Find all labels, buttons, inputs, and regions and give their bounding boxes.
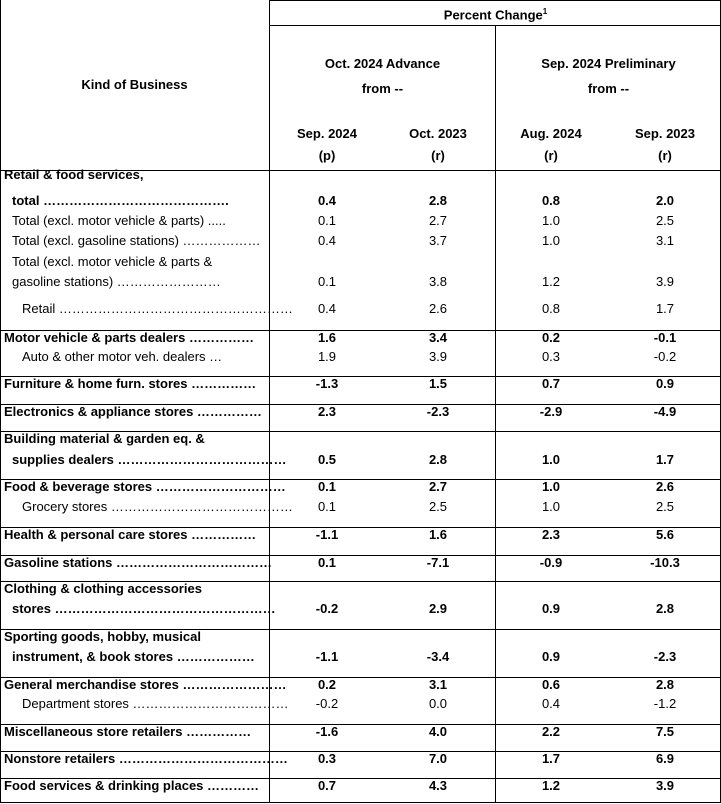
value-cell: 3.1 [428, 677, 448, 692]
row-leader: …………………………………………… [51, 601, 276, 616]
row-label: Gasoline stations ……………………………… [4, 555, 272, 570]
value-cell: -1.3 [315, 376, 339, 391]
row-label: supplies dealers ………………………………… [12, 452, 287, 467]
row-leader: …………………… [178, 677, 287, 692]
row-leader: …………… [187, 376, 257, 391]
percent-change-heading: Percent Change$^1$ [443, 7, 548, 23]
value-cell: 2.5 [655, 499, 675, 514]
value-cell: 1.0 [541, 213, 561, 228]
row-label: Furniture & home furn. stores …………… [4, 376, 257, 391]
value-cell: 3.1 [655, 233, 675, 248]
row-label: Nonstore retailers ………………………………… [4, 751, 288, 766]
value-cell: 2.8 [428, 452, 448, 467]
row-leader: ………………………………… [113, 452, 287, 467]
row-label: Total (excl. motor vehicle & parts) ..... [12, 213, 226, 228]
value-cell: 0.1 [317, 274, 337, 289]
value-cell: -3.4 [426, 649, 450, 664]
value-cell: 0.3 [541, 349, 561, 364]
col-header-3-line1: Aug. 2024 [520, 126, 582, 141]
row-label: stores …………………………………………… [12, 601, 276, 616]
row-label: Building material & garden eq. & [4, 431, 205, 446]
value-cell: 0.4 [317, 193, 337, 208]
value-cell: 2.9 [428, 601, 448, 616]
value-cell: -7.1 [426, 555, 450, 570]
row-leader: …………………… [113, 274, 221, 289]
row-label: total ……………………………………. [12, 193, 229, 208]
value-cell: 3.7 [428, 233, 448, 248]
row-label: Food & beverage stores ………………………… [4, 479, 286, 494]
value-cell: 2.0 [655, 193, 675, 208]
value-cell: 0.9 [541, 649, 561, 664]
value-cell: 1.0 [541, 233, 561, 248]
row-label: General merchandise stores …………………… [4, 677, 287, 692]
value-cell: 1.7 [655, 301, 675, 316]
row-label: Sporting goods, hobby, musical [4, 629, 201, 644]
row-leader: ……………………………… [128, 696, 289, 711]
value-cell: 4.0 [428, 724, 448, 739]
value-cell: 2.8 [655, 677, 675, 692]
value-cell: 7.5 [655, 724, 675, 739]
col-header-1-line1: Sep. 2024 [297, 126, 357, 141]
value-cell: 0.9 [655, 376, 675, 391]
row-label: gasoline stations) …………………… [12, 274, 221, 289]
value-cell: 2.8 [655, 601, 675, 616]
row-label: Health & personal care stores …………… [4, 527, 257, 542]
value-cell: 0.2 [541, 330, 561, 345]
value-cell: 1.5 [428, 376, 448, 391]
row-leader: ..... [204, 213, 226, 228]
kind-of-business-heading: Kind of Business [81, 77, 188, 92]
group2-subtitle: from -- [587, 81, 630, 96]
row-leader: … [205, 349, 223, 364]
col-header-1-line2: (p) [318, 148, 336, 163]
value-cell: 2.5 [428, 499, 448, 514]
value-cell: -10.3 [650, 555, 680, 570]
row-leader: ……………………………… [112, 555, 272, 570]
col-header-2-line1: Oct. 2023 [409, 126, 467, 141]
group1-title: Oct. 2024 Advance [324, 56, 441, 71]
value-cell: 2.6 [655, 479, 675, 494]
value-cell: 1.0 [541, 452, 561, 467]
row-leader: …………… [182, 724, 252, 739]
value-cell: 0.1 [317, 499, 337, 514]
value-cell: 0.1 [317, 479, 337, 494]
value-cell: 3.9 [655, 778, 675, 793]
value-cell: 3.9 [655, 274, 675, 289]
row-leader: …………… [187, 527, 257, 542]
row-leader: ……………… [178, 233, 261, 248]
value-cell: -1.1 [315, 527, 339, 542]
row-leader: …………… [185, 330, 254, 345]
row-label: Total (excl. gasoline stations) ……………… [12, 233, 261, 248]
row-label: Auto & other motor veh. dealers … [22, 349, 223, 364]
value-cell: 1.2 [541, 274, 561, 289]
value-cell: 2.7 [428, 213, 448, 228]
row-label: Retail & food services, [4, 167, 144, 182]
value-cell: 0.1 [317, 555, 337, 570]
value-cell: 7.0 [428, 751, 448, 766]
value-cell: -0.2 [315, 601, 339, 616]
row-label: Total (excl. motor vehicle & parts & [12, 254, 213, 269]
row-leader: ……………………………………. [39, 193, 229, 208]
top-border [269, 0, 720, 1]
row-label: Motor vehicle & parts dealers …………… [4, 330, 254, 345]
value-cell: 0.8 [541, 301, 561, 316]
row-label: instrument, & book stores ……………… [12, 649, 255, 664]
value-cell: 0.4 [541, 696, 561, 711]
row-leader: ……………………………………………… [55, 301, 293, 316]
row-leader: ………………………………… [115, 751, 288, 766]
col-header-4-line1: Sep. 2023 [635, 126, 695, 141]
left-border [0, 0, 1, 803]
row-label: Retail ……………………………………………… [22, 301, 293, 316]
row-leader: …………………………………… [107, 499, 293, 514]
value-cell: -0.9 [539, 555, 563, 570]
row-label: Electronics & appliance stores …………… [4, 404, 262, 419]
value-cell: 0.3 [317, 751, 337, 766]
value-cell: 0.8 [541, 193, 561, 208]
value-cell: 3.4 [428, 330, 448, 345]
row-leader: ………… [203, 778, 260, 793]
value-cell: -4.9 [653, 404, 677, 419]
value-cell: 2.5 [655, 213, 675, 228]
value-cell: -2.9 [539, 404, 563, 419]
col-header-4-line2: (r) [658, 148, 672, 163]
value-cell: 4.3 [428, 778, 448, 793]
row-label: Clothing & clothing accessories [4, 581, 202, 596]
value-cell: -0.2 [653, 349, 677, 364]
value-cell: -2.3 [653, 649, 677, 664]
value-cell: 0.0 [428, 696, 448, 711]
value-cell: 0.4 [317, 301, 337, 316]
value-cell: 0.2 [317, 677, 337, 692]
row-label: Miscellaneous store retailers …………… [4, 724, 252, 739]
value-cell: 1.7 [541, 751, 561, 766]
value-cell: 0.4 [317, 233, 337, 248]
value-cell: 3.8 [428, 274, 448, 289]
value-cell: 0.1 [317, 213, 337, 228]
row-leader: …………… [193, 404, 262, 419]
row-label: Food services & drinking places ………… [4, 778, 260, 793]
value-cell: -1.2 [653, 696, 677, 711]
group2-title: Sep. 2024 Preliminary [541, 56, 676, 71]
value-cell: 1.6 [428, 527, 448, 542]
value-cell: 3.9 [428, 349, 448, 364]
value-cell: 1.9 [317, 349, 337, 364]
row-label: Grocery stores …………………………………… [22, 499, 293, 514]
row-leader: ……………… [173, 649, 255, 664]
value-cell: 2.2 [541, 724, 561, 739]
value-cell: 1.2 [541, 778, 561, 793]
value-cell: -1.1 [315, 649, 339, 664]
value-cell: 5.6 [655, 527, 675, 542]
group1-subtitle: from -- [361, 81, 404, 96]
value-cell: 2.3 [317, 404, 337, 419]
value-cell: -0.1 [653, 330, 677, 345]
table-bottom-border [0, 802, 721, 803]
value-cell: 1.6 [317, 330, 337, 345]
value-cell: 6.9 [655, 751, 675, 766]
value-cell: -1.6 [315, 724, 339, 739]
value-cell: 1.7 [655, 452, 675, 467]
value-cell: -2.3 [426, 404, 450, 419]
col-header-2-line2: (r) [431, 148, 445, 163]
group-divider [495, 25, 496, 803]
value-cell: 2.7 [428, 479, 448, 494]
value-cell: 0.5 [317, 452, 337, 467]
value-cell: 0.7 [541, 376, 561, 391]
value-cell: 2.8 [428, 193, 448, 208]
col-header-3-line2: (r) [544, 148, 558, 163]
value-cell: 0.6 [541, 677, 561, 692]
value-cell: -0.2 [315, 696, 339, 711]
value-cell: 0.7 [317, 778, 337, 793]
row-leader: ………………………… [152, 479, 286, 494]
row-label: Department stores ……………………………… [22, 696, 289, 711]
value-cell: 0.9 [541, 601, 561, 616]
value-cell: 2.6 [428, 301, 448, 316]
value-cell: 1.0 [541, 479, 561, 494]
value-cell: 1.0 [541, 499, 561, 514]
value-cell: 2.3 [541, 527, 561, 542]
